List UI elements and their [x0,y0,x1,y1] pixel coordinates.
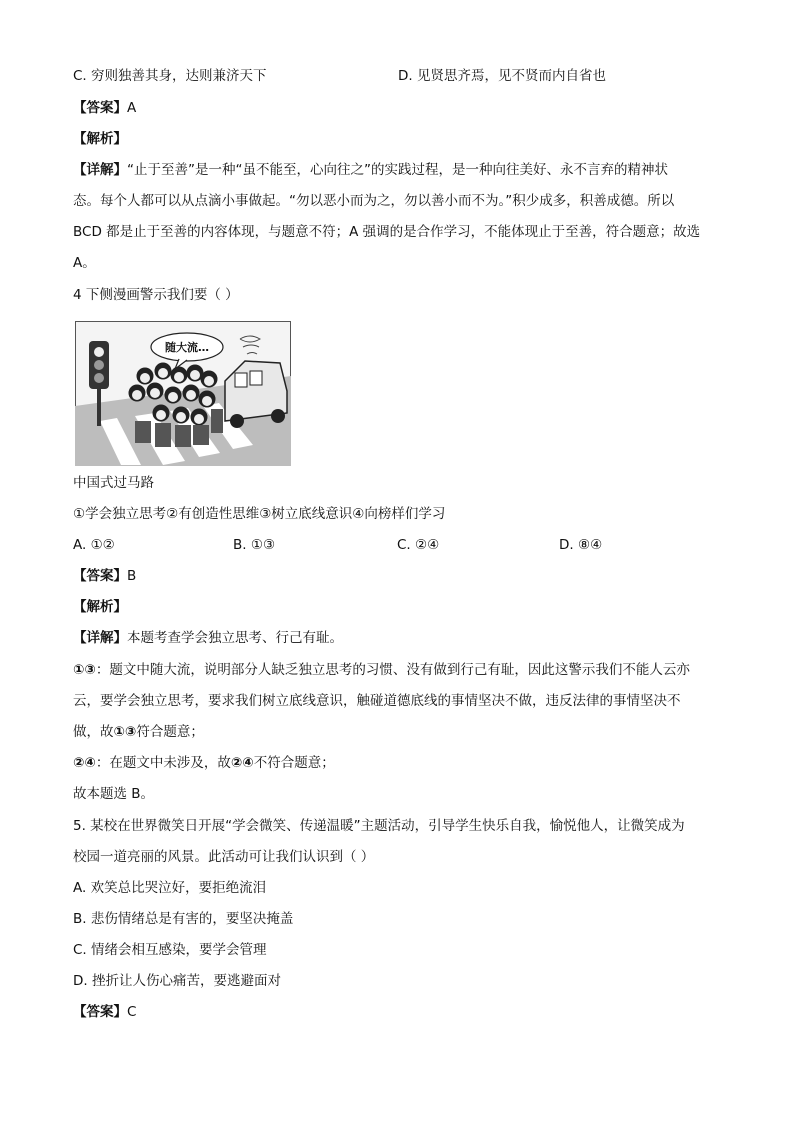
q5-answer [73,1002,136,1022]
q4-option-d: D. ⑧④ [559,537,603,553]
q5-stem-line-2: 校园一道亮丽的风景。此活动可让我们认识到（ ） [73,849,375,865]
q3-detail-line-2: 态。每个人都可以从点滴小事做起。“勿以恶小而为之，勿以善小而不为。”积少成多，积善成德。所以 [73,193,675,209]
point-text: ：在题文中未涉及，故 [95,755,231,771]
q5-stem-line-1: 5. 某校在世界微笑日开展“学会微笑、传递温暖”主题活动，引导学生快乐自我，愉悦他人，让微笑成为 [73,818,685,834]
q5-option-a: A. 欢笑总比哭泣好，要拒绝流泪 [73,880,267,896]
q4-options-row [73,535,733,555]
q3-options-row [73,66,733,86]
q3-analysis-tag: 【解析】 [73,131,127,147]
q4-option-b: B. ①③ [233,537,276,553]
crossing-cartoon-image [75,321,291,466]
q4-point-1-line-1 [73,660,690,680]
q5-option-d: D. 挫折让人伤心痛苦，要逃避面对 [73,973,281,989]
q4-point-2 [73,753,335,773]
q3-detail-line-1 [73,160,668,180]
answer-value: A [127,100,137,116]
cartoon-bubble-text: 随大流… [165,341,209,354]
q4-statements: ①学会独立思考②有创造性思维③树立底线意识④向榜样们学习 [73,506,446,522]
q4-option-a: A. ①② [73,537,115,553]
q3-answer [73,98,136,118]
answer-tag: 【答案】 [73,568,127,584]
q5-option-b: B. 悲伤情绪总是有害的，要坚决掩盖 [73,911,294,927]
q4-detail-intro [73,628,343,648]
q3-option-c: C. 穷则独善其身，达则兼济天下 [73,68,267,84]
answer-value: B [127,568,137,584]
q4-point-1-line-3 [73,722,204,742]
detail-tag: 【详解】 [73,162,127,178]
detail-text: 本题考查学会独立思考、行己有耻。 [127,630,343,646]
detail-text: “止于至善”是一种“虽不能至，心向往之”的实践过程，是一种向往美好、永不言弃的精神状 [127,162,668,178]
q4-analysis-tag: 【解析】 [73,599,127,615]
point-number: ①③ [113,724,137,740]
point-text: 符合题意； [136,724,204,740]
point-text: 做，故 [73,724,114,740]
point-number: ②④ [230,755,254,771]
point-number: ①③ [73,662,96,678]
q3-option-d: D. 见贤思齐焉，见不贤而内自省也 [398,68,606,84]
point-text: 不符合题意； [253,755,335,771]
answer-tag: 【答案】 [73,1004,127,1020]
q4-stem: 4 下侧漫画警示我们要（ ） [73,287,239,303]
point-text: ：题文中随大流，说明部分人缺乏独立思考的习惯、没有做到行己有耻，因此这警示我们不能人云亦 [95,662,690,678]
q3-detail-line-4: A。 [73,255,96,271]
q4-answer [73,566,136,586]
q4-option-c: C. ②④ [397,537,440,553]
q5-option-c: C. 情绪会相互感染，要学会管理 [73,942,267,958]
q4-caption: 中国式过马路 [73,475,154,491]
q4-conclusion: 故本题选 B。 [73,786,155,802]
answer-value: C [127,1004,137,1020]
q4-point-1-line-2: 云，要学会独立思考，要求我们树立底线意识，触碰道德底线的事情坚决不做，违反法律的事情坚决不 [73,693,681,709]
q3-detail-line-3: BCD 都是止于至善的内容体现，与题意不符；A 强调的是合作学习，不能体现止于至善，符合题意；故选 [73,224,701,240]
answer-tag: 【答案】 [73,100,127,116]
point-number: ②④ [73,755,96,771]
detail-tag: 【详解】 [73,630,127,646]
